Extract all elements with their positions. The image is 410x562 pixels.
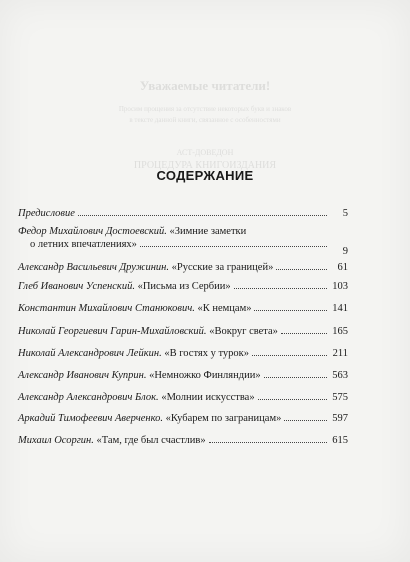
toc-page-number: 103: [332, 281, 348, 292]
toc-author: Федор Михайлович Достоевский.: [18, 226, 167, 237]
ghost-line-4: ПРОЦЕДУРА КНИГОИЗДАНИЯ: [133, 160, 277, 171]
toc-leader: [284, 419, 327, 421]
toc-entry: [18, 280, 348, 293]
toc-page-number: 5: [342, 208, 348, 219]
toc-title: «Зимние заметки: [169, 226, 247, 237]
toc-title: «В гостях у турок»: [164, 348, 250, 359]
toc-entry: [18, 225, 348, 257]
toc-author: Предисловие: [18, 208, 75, 219]
toc-author: Аркадий Тимофеевич Аверченко.: [18, 413, 164, 424]
toc-page-number: 9: [342, 246, 348, 257]
ghost-line-3: АСТ-ДОВЕДОН: [176, 148, 234, 157]
toc-title: «Письма из Сербии»: [137, 281, 231, 292]
toc-author: Александр Васильевич Дружинин.: [18, 262, 169, 273]
toc-title: «К немцам»: [197, 303, 252, 314]
toc-author: Александр Иванович Куприн.: [18, 370, 147, 381]
toc-leader: [78, 214, 327, 216]
toc-author: Константин Михайлович Станюкович.: [18, 303, 195, 314]
toc-page-number: 141: [332, 303, 348, 314]
toc-entry: [18, 261, 348, 274]
toc-page-number: 575: [332, 392, 348, 403]
toc-leader: [140, 245, 327, 247]
toc-title: «Там, где был счастлив»: [96, 435, 206, 446]
toc-page-number: 563: [332, 370, 348, 381]
toc-entry: [18, 302, 348, 315]
toc-author: Михаил Осоргин.: [18, 435, 94, 446]
toc-entry: [18, 434, 348, 447]
toc-leader: [209, 441, 327, 443]
toc-entry: [18, 369, 348, 382]
toc-author: Александр Александрович Блок.: [18, 392, 159, 403]
toc-title: «Немножко Финляндии»: [149, 370, 261, 381]
toc-entry: [18, 207, 348, 220]
ghost-heading: Уважаемые читатели!: [139, 78, 271, 93]
toc-author: Николай Георгиевич Гарин-Михайловский.: [18, 326, 207, 337]
toc-leader: [258, 398, 327, 400]
toc-entry: [18, 412, 348, 425]
toc-author: Глеб Иванович Успенский.: [18, 281, 135, 292]
toc-page-number: 597: [332, 413, 348, 424]
toc-leader: [276, 268, 327, 270]
toc-entry: [18, 325, 348, 338]
ghost-paragraph: Просим прощения за отсутствие некоторых букв и знаков в тексте данной книги, связанное с особенностями: [118, 105, 292, 124]
toc-title: «Кубарем по заграницам»: [165, 413, 282, 424]
toc-title: «Вокруг света»: [209, 326, 278, 337]
toc-entry: [18, 347, 348, 360]
toc-page-number: 61: [337, 262, 348, 273]
toc-leader: [264, 376, 327, 378]
toc-leader: [254, 309, 327, 311]
toc-leader: [252, 354, 327, 356]
toc-page-number: 615: [332, 435, 348, 446]
toc-title: «Молнии искусства»: [161, 392, 255, 403]
toc-title-continued: о летних впечатлениях»: [30, 239, 137, 250]
page-title: СОДЕРЖАНИЕ: [156, 168, 254, 183]
toc-entry: [18, 391, 348, 404]
toc-leader: [234, 287, 327, 289]
toc-author: Николай Александрович Лейкин.: [18, 348, 162, 359]
toc-leader: [281, 332, 327, 334]
toc-title: «Русские за границей»: [171, 262, 274, 273]
toc-page-number: 165: [332, 326, 348, 337]
toc-page-number: 211: [332, 348, 348, 359]
